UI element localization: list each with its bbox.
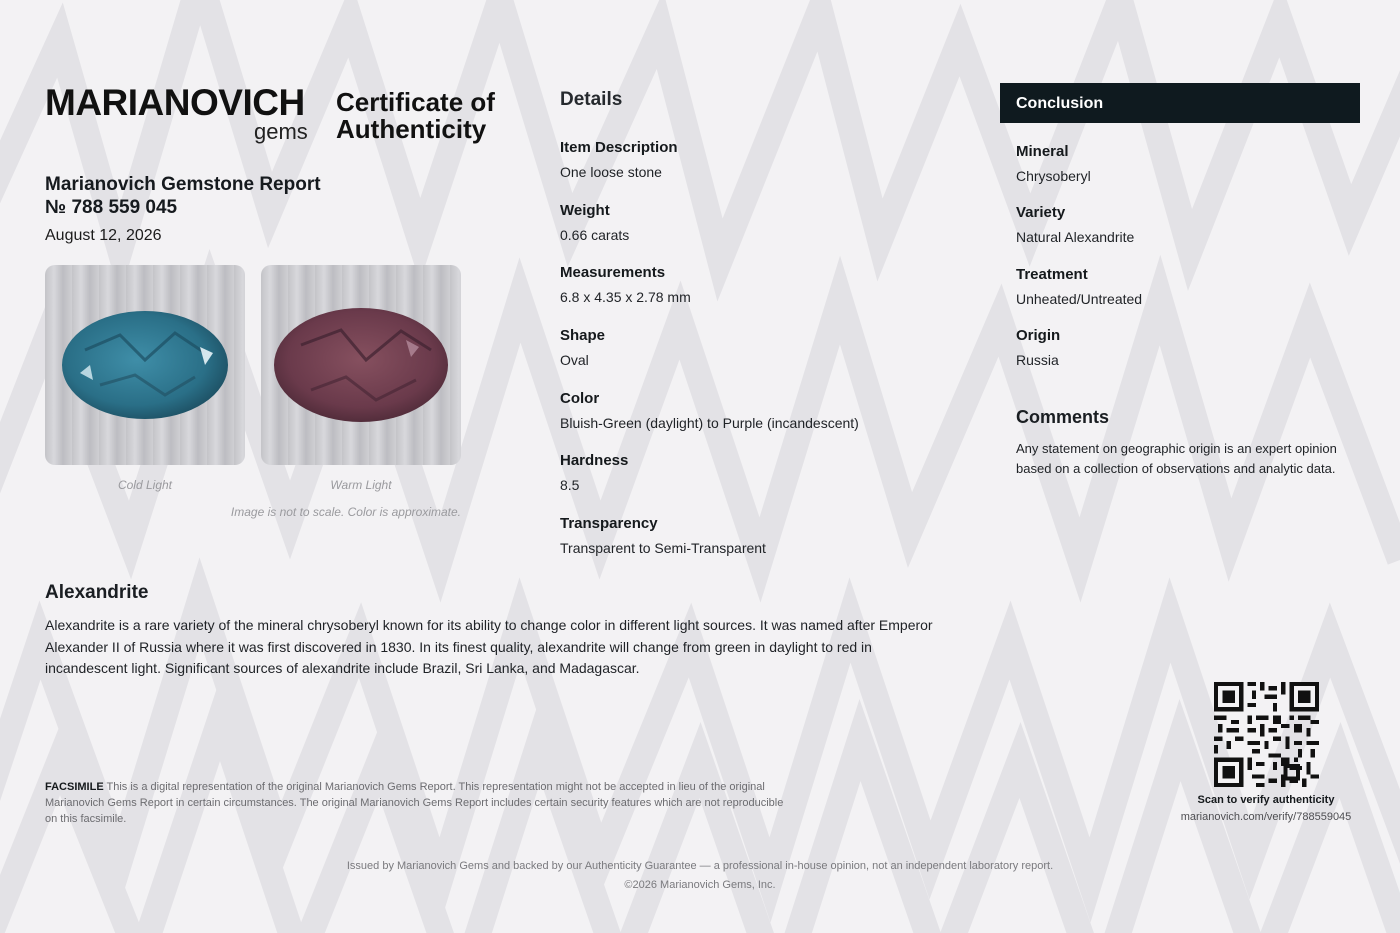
- detail-label: Item Description: [560, 139, 678, 156]
- comments-text: Any statement on geographic origin is an expert opinion based on a collection of observations and analytic data.: [1016, 441, 1337, 476]
- detail-transparency: [560, 515, 960, 557]
- qr-verify-label: Scan to verify authenticity: [1197, 794, 1335, 806]
- detail-value: Bluish-Green (daylight) to Purple (incandescent): [560, 415, 859, 431]
- gem-image-cold-light: [45, 265, 245, 465]
- footer-copyright: ©2026 Marianovich Gems, Inc.: [624, 879, 776, 891]
- conclusion-origin: [1016, 327, 1356, 369]
- detail-value: 8.5: [560, 477, 580, 493]
- detail-color: [560, 390, 960, 432]
- image-disclaimer: Image is not to scale. Color is approximate.: [230, 505, 461, 519]
- conclusion-value: Russia: [1016, 352, 1059, 368]
- conclusion-heading: Conclusion: [1016, 95, 1104, 112]
- detail-label: Measurements: [560, 264, 666, 281]
- gem-cold-icon: [45, 265, 245, 465]
- caption-cold-light: Cold Light: [117, 478, 173, 492]
- footer-issued-statement: Issued by Marianovich Gems and backed by our Authenticity Guarantee — a professional in-house opinion, not an independent laboratory report.: [346, 860, 1054, 872]
- qr-code-icon[interactable]: [1214, 682, 1319, 787]
- detail-hardness: [560, 452, 960, 494]
- comments-heading: Comments: [1016, 407, 1110, 427]
- conclusion-value: Chrysoberyl: [1016, 168, 1091, 184]
- conclusion-label: Mineral: [1016, 143, 1069, 160]
- detail-item-description: [560, 139, 960, 181]
- conclusion-value: Natural Alexandrite: [1016, 229, 1135, 245]
- detail-label: Color: [560, 390, 600, 407]
- conclusion-label: Treatment: [1016, 266, 1088, 283]
- conclusion-variety: [1016, 204, 1356, 246]
- detail-value: 6.8 x 4.35 x 2.78 mm: [560, 289, 691, 305]
- detail-value: 0.66 carats: [560, 227, 630, 243]
- gem-warm-icon: [261, 265, 461, 465]
- detail-measurements: [560, 264, 960, 306]
- conclusion-label: Variety: [1016, 204, 1066, 221]
- brand-logo-text: MARIANOVICH: [45, 82, 305, 123]
- detail-label: Weight: [560, 202, 610, 219]
- facsimile-notice: [45, 779, 785, 827]
- gem-image-warm-light: [261, 265, 461, 465]
- detail-label: Shape: [560, 327, 606, 344]
- detail-label: Hardness: [560, 452, 629, 469]
- report-number: № 788 559 045: [45, 197, 178, 218]
- caption-warm-light: Warm Light: [330, 478, 392, 492]
- report-date: August 12, 2026: [45, 227, 162, 244]
- detail-value: Oval: [560, 352, 589, 368]
- brand-logo-subtext: gems: [254, 119, 308, 144]
- verify-url-link[interactable]: marianovich.com/verify/788559045: [1180, 811, 1352, 823]
- certificate-title: Certificate of Authenticity: [336, 87, 495, 144]
- detail-value: Transparent to Semi-Transparent: [560, 540, 766, 556]
- facsimile-label: FACSIMILE: [45, 781, 104, 793]
- detail-weight: [560, 202, 960, 244]
- detail-value: One loose stone: [560, 164, 662, 180]
- detail-label: Transparency: [560, 515, 658, 532]
- detail-shape: [560, 327, 960, 369]
- alexandrite-heading: Alexandrite: [45, 582, 149, 603]
- conclusion-label: Origin: [1016, 327, 1061, 344]
- conclusion-mineral: [1016, 143, 1356, 185]
- details-heading: Details: [560, 89, 623, 110]
- report-title: Marianovich Gemstone Report: [45, 174, 321, 195]
- alexandrite-description: Alexandrite is a rare variety of the mineral chrysoberyl known for its ability to change color in different light sources. It was named after Emperor Alexander II of Russia where it was first discovered in 1830. In its finest quality, alexandrite will change from green in daylight to red in incandescent light. Significant sources of alexandrite include Brazil, Sri Lanka, and Madagascar.: [45, 617, 933, 676]
- conclusion-treatment: [1016, 266, 1356, 308]
- conclusion-value: Unheated/Untreated: [1016, 291, 1143, 307]
- facsimile-text: This is a digital representation of the original Marianovich Gems Report. This representation might not be accepted in lieu of the original Marianovich Gems Report in certain circumstances. The original Marianovich Gems Report includes certain security features which are not reproducible on this facsimile.: [45, 781, 784, 825]
